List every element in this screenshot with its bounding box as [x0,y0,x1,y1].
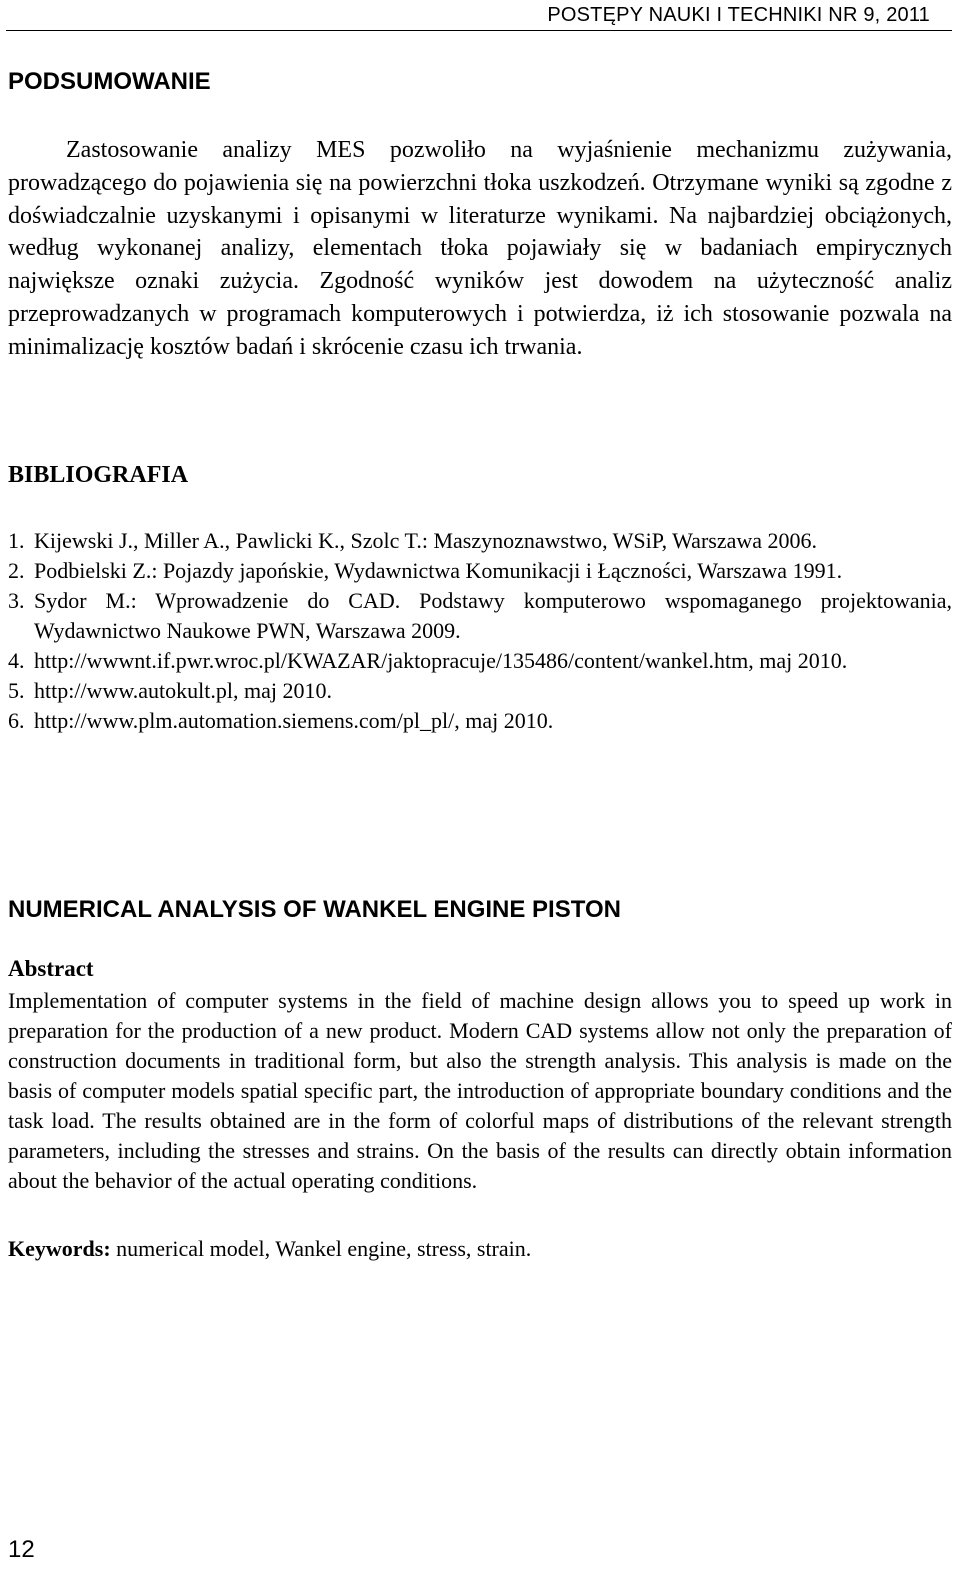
bibliography-item-number: 3. [8,588,25,613]
bibliography-heading: BIBLIOGRAFIA [8,462,189,488]
summary-paragraph: Zastosowanie analizy MES pozwoliło na wyjaśnienie mechanizmu zużywania, prowadzącego do pojawienia się na powierzchni tłoka uszkodzeń. Otrzymane wyniki są zgodne z doświadczalnie uzyskanymi i opisanymi w literaturze wynikami. Na najbardziej obciążonych, według wykonanej analizy, elementach tłoka pojawiały się w badaniach empirycznych największe oznaki zużycia. Zgodność wyników jest dowodem na użyteczność analiz przeprowadzanych w programach komputerowych i potwierdza, iż ich stosowanie pozwala na minimalizację kosztów badań i skrócenie czasu ich trwania. [8,137,952,360]
bibliography-item-number: 4. [8,648,25,673]
abstract-label: Abstract [8,956,94,981]
bibliography-item-number: 6. [8,708,25,733]
bibliography-item [8,646,952,676]
bibliography-item-text: http://www.plm.automation.siemens.com/pl_pl/, maj 2010. [34,708,554,733]
bibliography-item [8,706,952,736]
bibliography-item [8,556,952,586]
bibliography-item-number: 2. [8,558,25,583]
header-rule [6,30,952,31]
bibliography-list [8,526,952,736]
bibliography-item-number: 5. [8,678,25,703]
bibliography-item [8,586,952,646]
bibliography-item [8,676,952,706]
running-header: POSTĘPY NAUKI I TECHNIKI NR 9, 2011 [547,4,930,26]
bibliography-item-text: Sydor M.: Wprowadzenie do CAD. Podstawy komputerowo wspomaganego projektowania, Wydawnictwo Naukowe PWN, Warszawa 2009. [34,588,952,643]
abstract-paragraph: Implementation of computer systems in the field of machine design allows you to speed up work in preparation for the production of a new product. Modern CAD systems allow not only the preparation of construction documents in traditional form, but also the strength analysis. This analysis is made on the basis of computer models spatial specific part, the introduction of appropriate boundary conditions and the task load. The results obtained are in the form of colorful maps of distributions of the relevant strength parameters, including the stresses and strains. On the basis of the results can directly obtain information about the behavior of the actual operating conditions. [8,988,952,1193]
bibliography-item-text: Kijewski J., Miller A., Pawlicki K., Szolc T.: Maszynoznawstwo, WSiP, Warszawa 2006. [34,528,818,553]
bibliography-item [8,526,952,556]
page-number: 12 [8,1536,35,1563]
bibliography-item-text: Podbielski Z.: Pojazdy japońskie, Wydawnictwa Komunikacji i Łączności, Warszawa 1991. [34,558,843,583]
keywords-line [8,1234,531,1264]
keywords-text: numerical model, Wankel engine, stress, strain. [116,1236,532,1261]
bibliography-item-number: 1. [8,528,25,553]
bibliography-item-text: http://wwwnt.if.pwr.wroc.pl/KWAZAR/jaktopracuje/135486/content/wankel.htm, maj 2010. [34,648,848,673]
summary-heading: PODSUMOWANIE [8,68,211,95]
english-title: NUMERICAL ANALYSIS OF WANKEL ENGINE PISTON [8,896,621,923]
bibliography-item-text: http://www.autokult.pl, maj 2010. [34,678,332,703]
keywords-label: Keywords: [8,1236,111,1261]
